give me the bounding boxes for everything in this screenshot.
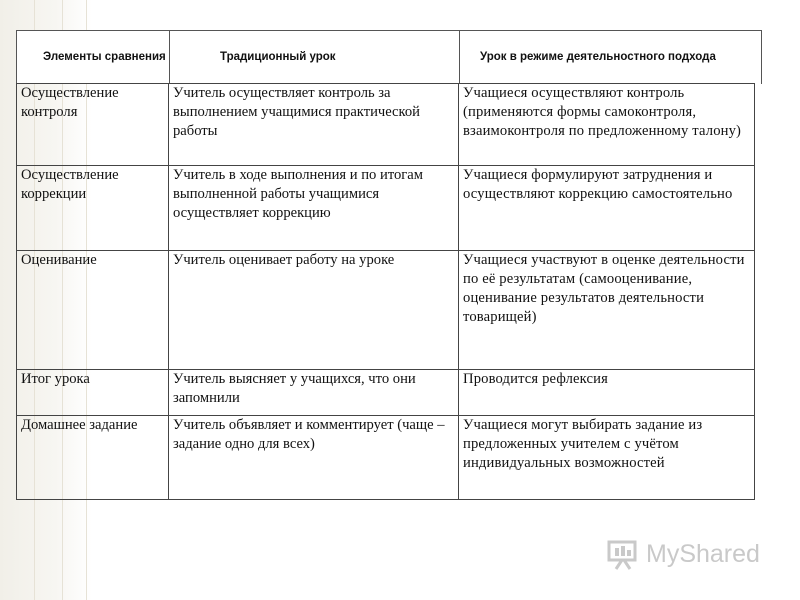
cell-activity: Учащиеся формулируют затруднения и осуществляют коррекцию самостоятельно bbox=[459, 166, 755, 251]
table-row bbox=[17, 166, 755, 251]
table-header bbox=[16, 30, 762, 84]
header-traditional: Традиционный урок bbox=[169, 31, 459, 83]
myshared-watermark bbox=[606, 536, 760, 572]
cell-element: Итог урока bbox=[17, 370, 169, 416]
header-activity: Урок в режиме деятельностного подхода bbox=[459, 31, 761, 83]
cell-traditional: Учитель в ходе выполнения и по итогам выполненной работы учащимися осуществляет коррекцию bbox=[169, 166, 459, 251]
presentation-board-icon bbox=[606, 537, 640, 571]
cell-traditional: Учитель выясняет у учащихся, что они запомнили bbox=[169, 370, 459, 416]
cell-traditional: Учитель объявляет и комментирует (чаще – задание одно для всех) bbox=[169, 416, 459, 500]
comparison-table bbox=[16, 83, 755, 500]
table-row bbox=[17, 251, 755, 370]
header-elements: Элементы сравнения bbox=[43, 51, 166, 63]
cell-activity: Учащиеся могут выбирать задание из предложенных учителем с учётом индивидуальных возможностей bbox=[459, 416, 755, 500]
cell-element: Осуществление контроля bbox=[17, 84, 169, 166]
cell-element: Осуществление коррекции bbox=[17, 166, 169, 251]
watermark-text: MyShared bbox=[646, 539, 760, 568]
cell-element: Оценивание bbox=[17, 251, 169, 370]
cell-traditional: Учитель осуществляет контроль за выполнением учащимися практической работы bbox=[169, 84, 459, 166]
table-row bbox=[17, 416, 755, 500]
table-row bbox=[17, 84, 755, 166]
cell-element: Домашнее задание bbox=[17, 416, 169, 500]
cell-activity: Учащиеся участвуют в оценке деятельности по её результатам (самооценивание, оценивание результатов деятельности товарищей) bbox=[459, 251, 755, 370]
cell-activity: Проводится рефлексия bbox=[459, 370, 755, 416]
cell-activity: Учащиеся осуществляют контроль (применяются формы самоконтроля, взаимоконтроля по предложенному талону) bbox=[459, 84, 755, 166]
cell-traditional: Учитель оценивает работу на уроке bbox=[169, 251, 459, 370]
table-row bbox=[17, 370, 755, 416]
